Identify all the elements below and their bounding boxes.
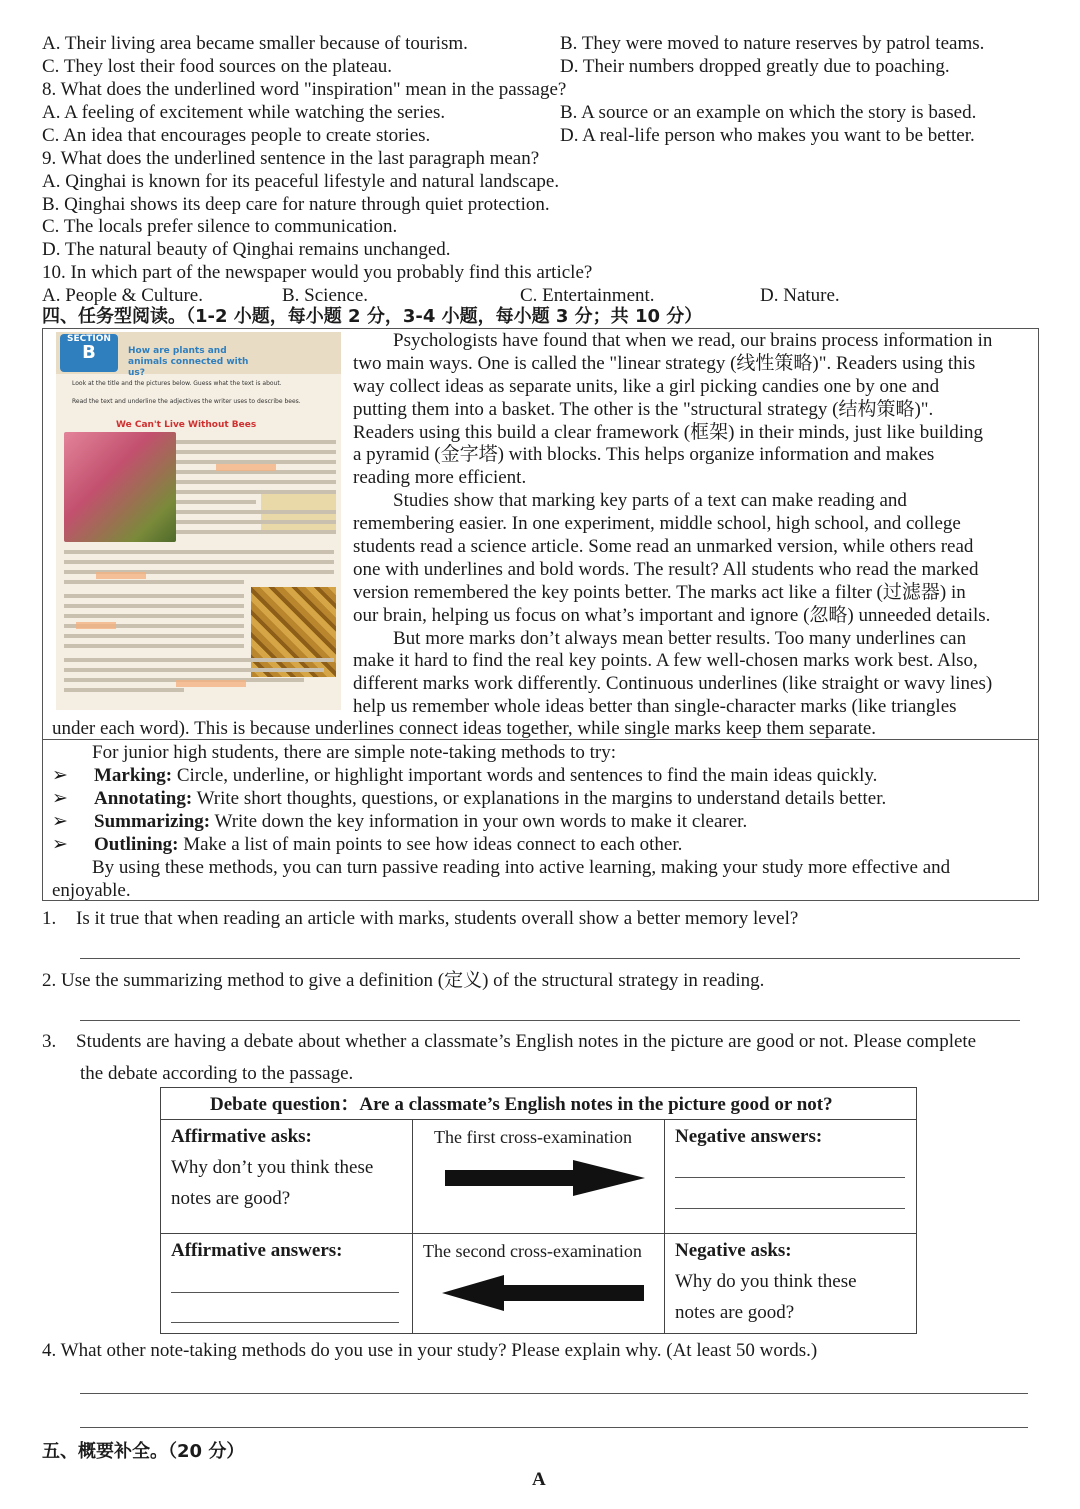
passage-line: a pyramid (金字塔) with blocks. This helps organize information and makes	[353, 444, 935, 466]
neg-answers-label: Negative answers:	[675, 1126, 823, 1147]
q1-answer-line[interactable]	[80, 958, 1020, 959]
q4-answer-line-2[interactable]	[80, 1427, 1028, 1428]
q9-option-d: D. The natural beauty of Qinghai remains unchanged.	[42, 239, 451, 260]
q2-answer-line[interactable]	[80, 1020, 1020, 1021]
aff-answer-blank-2[interactable]	[171, 1322, 399, 1323]
section5-subheading: A	[532, 1469, 546, 1490]
q10-option-b: B. Science.	[282, 285, 369, 306]
q8-option-a: A. A feeling of excitement while watching the series.	[42, 102, 446, 123]
textbook-instruction-1: Look at the title and the pictures below. Guess what the text is about.	[72, 380, 282, 387]
passage-line: Psychologists have found that when we read, our brains process information in	[393, 330, 993, 351]
q10-option-c: C. Entertainment.	[520, 285, 655, 306]
q8-option-b: B. A source or an example on which the story is based.	[560, 102, 977, 123]
q3-text: Students are having a debate about whether a classmate’s English notes in the picture are good or not. Please complete	[76, 1031, 977, 1052]
passage-line: remembering easier. In one experiment, middle school, high school, and college	[353, 513, 961, 535]
q8-stem: 8. What does the underlined word "inspiration" mean in the passage?	[42, 79, 567, 100]
section-letter: B	[82, 342, 96, 363]
passage-line: version remembered the key points better. The marks act like a filter (过滤器) in	[353, 581, 966, 603]
aff-asks-label: Affirmative asks:	[171, 1126, 312, 1147]
method-text: Circle, underline, or highlight important words and sentences to find the main ideas quickly.	[172, 765, 878, 786]
q3-number: 3.	[42, 1031, 57, 1052]
q3-text-cont: the debate according to the passage.	[80, 1063, 354, 1084]
bullet-arrow-icon: ➢	[52, 811, 68, 832]
q2-text: 2. Use the summarizing method to give a definition (定义) of the structural strategy in reading.	[42, 970, 765, 991]
q7-option-c: C. They lost their food sources on the plateau.	[42, 56, 393, 77]
q7-option-a: A. Their living area became smaller because of tourism.	[42, 33, 468, 54]
aff-answers-label: Affirmative answers:	[171, 1240, 343, 1261]
second-cross-label: The second cross-examination	[423, 1241, 642, 1261]
q7-option-d: D. Their numbers dropped greatly due to poaching.	[560, 56, 950, 77]
passage-line: help us remember whole ideas better than single-character marks (like triangles	[353, 696, 957, 718]
neg-answer-blank-1[interactable]	[675, 1177, 905, 1178]
method-name: Outlining:	[94, 834, 179, 855]
passage-line: two main ways. One is called the "linear strategy (线性策略)". Readers using this	[353, 352, 976, 374]
method-name: Marking:	[94, 765, 173, 786]
aff-question-line2: notes are good?	[171, 1188, 291, 1209]
methods-conclusion-end: enjoyable.	[52, 880, 131, 901]
neg-question-line2: notes are good?	[675, 1302, 795, 1323]
section5-heading: 五、概要补全。（20 分）	[42, 1441, 245, 1462]
passage-line: But more marks don’t always mean better results. Too many underlines can	[393, 627, 967, 649]
bullet-arrow-icon: ➢	[52, 788, 68, 809]
textbook-page-image	[56, 332, 341, 710]
section-badge	[60, 334, 118, 372]
q8-option-c: C. An idea that encourages people to create stories.	[42, 125, 431, 146]
q9-option-c: C. The locals prefer silence to communication.	[42, 216, 398, 237]
q1-text: Is it true that when reading an article with marks, students overall show a better memory level?	[76, 908, 799, 929]
bullet-arrow-icon: ➢	[52, 765, 68, 786]
method-name: Annotating:	[94, 788, 193, 809]
passage-line: putting them into a basket. The other is the "structural strategy (结构策略)".	[353, 398, 934, 420]
passage-last-line: under each word). This is because underlines connect ideas together, while single marks keep them separate.	[52, 718, 877, 739]
section-label: SECTION	[67, 334, 111, 344]
bullet-arrow-icon: ➢	[52, 834, 68, 855]
method-text: Make a list of main points to see how ideas connect to each other.	[178, 834, 683, 855]
q1-number: 1.	[42, 908, 57, 929]
passage-line: reading more efficient.	[353, 467, 527, 489]
passage-line: our brain, helping us focus on what’s important and ignore (忽略) unneeded details.	[353, 604, 991, 626]
method-marking	[94, 765, 877, 787]
textbook-title: How are plants and animals connected with us?	[128, 346, 249, 378]
debate-question: Debate question：Are a classmate’s English notes in the picture good or not?	[210, 1094, 833, 1115]
method-outlining	[94, 834, 682, 856]
passage-line: make it hard to find the real key points. A few well-chosen marks work best. Also,	[353, 650, 978, 672]
q8-option-d: D. A real-life person who makes you want to be better.	[560, 125, 975, 146]
textbook-heading: We Can't Live Without Bees	[116, 420, 257, 430]
method-text: Write short thoughts, questions, or explanations in the margins to understand details better.	[192, 788, 887, 809]
passage-text	[353, 330, 992, 719]
passage-line: Studies show that marking key parts of a text can make reading and	[393, 490, 907, 512]
q7-option-b: B. They were moved to nature reserves by patrol teams.	[560, 33, 985, 54]
passage-line: way collect ideas as separate units, like a girl picking candies one by one and	[353, 375, 940, 397]
first-cross-label: The first cross-examination	[434, 1127, 632, 1147]
section4-heading: 四、任务型阅读。（1-2 小题，每小题 2 分，3-4 小题，每小题 3 分；共 10 分）	[42, 306, 703, 327]
method-name: Summarizing:	[94, 811, 211, 832]
neg-asks-label: Negative asks:	[675, 1240, 792, 1261]
left-arrow-icon	[442, 1275, 644, 1311]
aff-answer-blank-1[interactable]	[171, 1292, 399, 1293]
passage-line: Readers using this build a clear framework (框架) in their minds, just like building	[353, 421, 984, 443]
passage-line: different marks work differently. Continuous underlines (like straight or wavy lines)	[353, 673, 993, 695]
aff-question-line1: Why don’t you think these	[171, 1157, 374, 1178]
textbook-instruction-2: Read the text and underline the adjectives the writer uses to describe bees.	[72, 398, 301, 405]
passage-line: students read a science article. Some read an unmarked version, while others read	[353, 536, 974, 558]
q9-stem: 9. What does the underlined sentence in the last paragraph mean?	[42, 148, 540, 169]
methods-intro: For junior high students, there are simple note-taking methods to try:	[92, 742, 616, 763]
q4-text: 4. What other note-taking methods do you use in your study? Please explain why. (At least 50 words.)	[42, 1340, 818, 1361]
flower-bee-photo	[64, 432, 176, 542]
passage-line: one with underlines and bold words. The result? All students who read the marked	[353, 558, 979, 580]
methods-conclusion: By using these methods, you can turn passive reading into active learning, making your study more effective and	[92, 857, 951, 878]
method-summarizing	[94, 811, 747, 833]
neg-question-line1: Why do you think these	[675, 1271, 857, 1292]
q10-option-a: A. People & Culture.	[42, 285, 203, 306]
q10-option-d: D. Nature.	[760, 285, 840, 306]
q9-option-a: A. Qinghai is known for its peaceful lifestyle and natural landscape.	[42, 171, 560, 192]
neg-answer-blank-2[interactable]	[675, 1208, 905, 1209]
q4-answer-line-1[interactable]	[80, 1393, 1028, 1394]
method-text: Write down the key information in your own words to make it clearer.	[210, 811, 748, 832]
q10-stem: 10. In which part of the newspaper would you probably find this article?	[42, 262, 593, 283]
method-annotating	[94, 788, 886, 810]
q9-option-b: B. Qinghai shows its deep care for nature through quiet protection.	[42, 194, 550, 215]
honeycomb-photo	[251, 587, 336, 677]
right-arrow-icon	[445, 1160, 645, 1196]
